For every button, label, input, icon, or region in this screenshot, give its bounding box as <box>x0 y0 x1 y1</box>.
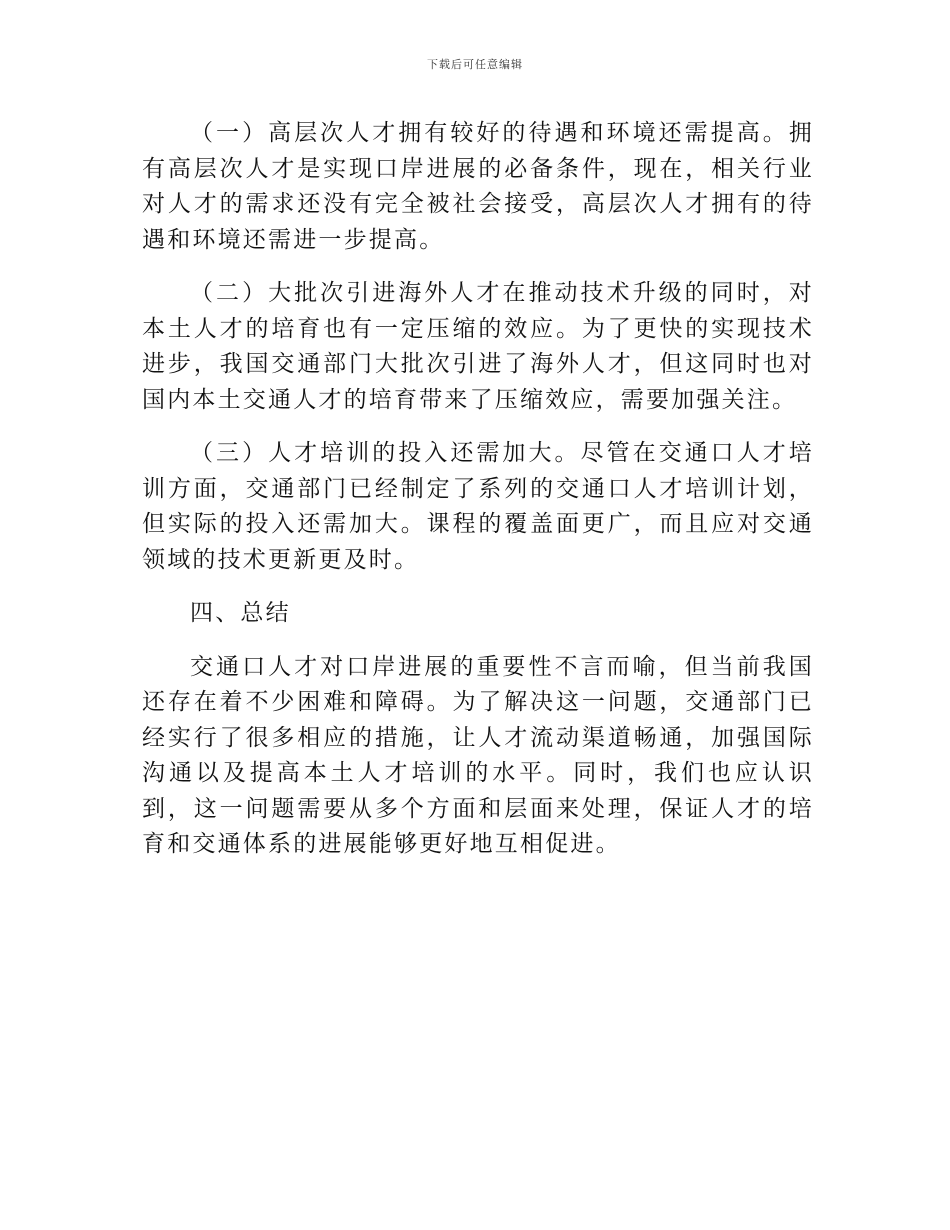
paragraph-1: （一）高层次人才拥有较好的待遇和环境还需提高。拥有高层次人才是实现口岸进展的必备条件，现在，相关行业对人才的需求还没有完全被社会接受，高层次人才拥有的待遇和环境还需进一步提高。 <box>142 120 814 253</box>
page-header: 下载后可任意编辑 <box>427 58 523 71</box>
summary-paragraph: 交通口人才对口岸进展的重要性不言而喻，但当前我国还存在着不少困难和障碍。为了解决这一问题，交通部门已经实行了很多相应的措施，让人才流动渠道畅通，加强国际沟通以及提高本土人才培训的水平。同时，我们也应认识到，这一问题需要从多个方面和层面来处理，保证人才的培育和交通体系的进展能够更好地互相促进。 <box>142 653 814 857</box>
document-body <box>142 116 814 881</box>
paragraph-3: （三）人才培训的投入还需加大。尽管在交通口人才培训方面，交通部门已经制定了系列的交通口人才培训计划，但实际的投入还需加大。课程的覆盖面更广，而且应对交通领域的技术更新更及时。 <box>142 440 814 573</box>
paragraph-2: （二）大批次引进海外人才在推动技术升级的同时，对本土人才的培育也有一定压缩的效应。为了更快的实现技术进步，我国交通部门大批次引进了海外人才，但这同时也对国内本土交通人才的培育带来了压缩效应，需要加强关注。 <box>142 280 814 413</box>
section-heading: 四、总结 <box>190 600 291 626</box>
